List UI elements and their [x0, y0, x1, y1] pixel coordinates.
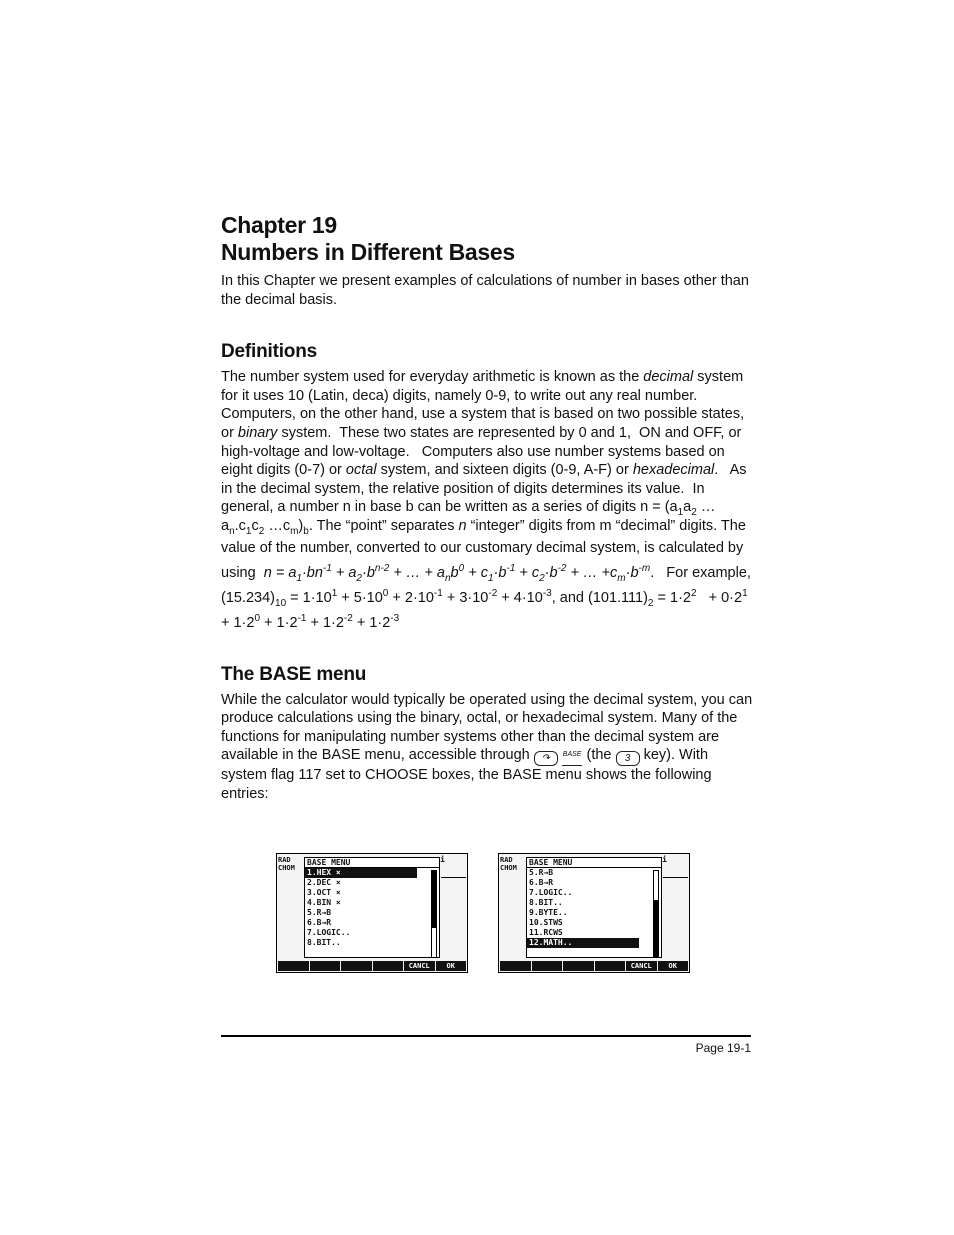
menu-item-logic[interactable]: 7.LOGIC.. — [307, 928, 351, 937]
menu-item-stws[interactable]: 10.STWS — [529, 918, 563, 927]
choose-box — [304, 857, 440, 958]
cancel-softkey[interactable]: CANCL — [404, 961, 435, 971]
menu-item-b-to-r[interactable]: 6.B→R — [529, 878, 554, 887]
menu-item-dec[interactable]: 2.DEC × — [307, 878, 341, 887]
menu-item-logic[interactable]: 7.LOGIC.. — [529, 888, 573, 897]
softkey-bar — [500, 961, 688, 971]
page-content — [221, 212, 753, 804]
scrollbar[interactable] — [431, 870, 437, 958]
definitions-heading: Definitions — [221, 341, 317, 363]
annunciators: RAD CHOM — [500, 856, 517, 872]
softkey-4[interactable] — [373, 961, 404, 971]
menu-item-b-to-r[interactable]: 6.B→R — [307, 918, 332, 927]
calculator-screens — [276, 853, 696, 973]
softkey-2[interactable] — [532, 961, 563, 971]
calculator-screen-1 — [276, 853, 468, 973]
softkey-1[interactable] — [278, 961, 309, 971]
softkey-4[interactable] — [595, 961, 626, 971]
softkey-2[interactable] — [310, 961, 341, 971]
menu-item-oct[interactable]: 3.OCT × — [307, 888, 341, 897]
chapter-number: Chapter 19 — [221, 212, 337, 238]
annunciators: RAD CHOM — [278, 856, 295, 872]
menu-item-byte[interactable]: 9.BYTE.. — [529, 908, 568, 917]
base-menu-heading: The BASE menu — [221, 663, 367, 685]
ok-softkey[interactable]: OK — [436, 961, 467, 971]
page-number: Page 19-1 — [695, 1041, 751, 1055]
footer-rule — [221, 1035, 751, 1037]
menu-item-rcws[interactable]: 11.RCWS — [529, 928, 563, 937]
softkey-1[interactable] — [500, 961, 531, 971]
scroll-thumb[interactable] — [654, 900, 658, 957]
cancel-softkey[interactable]: CANCL — [626, 961, 657, 971]
softkey-bar — [278, 961, 466, 971]
menu-item-r-to-b[interactable]: 5.R→B — [529, 868, 554, 877]
softkey-3[interactable] — [563, 961, 594, 971]
info-icon: i — [440, 855, 445, 864]
menu-item-math[interactable]: 12.MATH.. — [527, 938, 639, 948]
scroll-thumb[interactable] — [432, 871, 436, 928]
choose-box-title: BASE MENU — [527, 858, 661, 868]
definitions-paragraph: The number system used for everyday arithmetic is known as the decimal system for it uses 10 (Latin, deca) digits, namely 0-9, to write out any real number. Computers, on the other hand, use a system that is based on two possible states, or binary system. These two states are represented by 0 and 1, ON and OFF, or high-voltage and low-voltage. Computers also use number systems based on eight digits (0-7) or octal system, and sixteen digits (0-9, A-F) or hexadecimal. As in the decimal system, the relative position of digits determines its value. In general, a number n in base b can be written as a series of digits $n = (a_1a_2$ $\dots a_n.c_1c_2$ $\dots c_m)_b$. The “point” separates n “integer” digits from m “decimal” digits. The value of the number, converted to our customary decimal system, is calculated by using $n = a_1\cdot bn^{-1} + a_2\cdot b^{n-2}$ + … + $a_nb^0 + c_1\cdot b^{-1} + c_2\cdot b^{-2}$ + … $+c_m\cdot b^{-m}$. For example, $(15.234)_{10} = 1\cdot 10^1 + 5\cdot 10^0 + 2\cdot 10^{-1} + 3\cdot 10^{-2} + 4\cdot 10^{-3}$, and $(101.111)_2 = 1\cdot 2^2 + 0\cdot 2^1 + 1\cdot 2^0 + 1\cdot 2^{-1} + 1\cdot 2^{-2} + 1\cdot 2^{-3}$ — [221, 369, 751, 631]
base-menu-paragraph: While the calculator would typically be operated using the decimal system, you can produce calculations using the binary, octal, or hexadecimal system. Many of the functions for manipulating number systems other than the decimal system are available in the BASE menu, accessible through ↷ BASE (the 3 key). With system flag 117 set to CHOOSE boxes, the BASE menu shows the following entries: — [221, 691, 753, 802]
key-3-icon: 3 — [616, 751, 640, 766]
chapter-intro: In this Chapter we present examples of calculations of number in bases other than the decimal basis. — [221, 273, 749, 308]
choose-box — [526, 857, 662, 958]
choose-box-title: BASE MENU — [305, 858, 439, 868]
chapter-name: Numbers in Different Bases — [221, 239, 515, 265]
menu-item-hex[interactable]: 1.HEX × — [305, 868, 417, 878]
calculator-screen-2 — [498, 853, 690, 973]
menu-item-bin[interactable]: 4.BIN × — [307, 898, 341, 907]
menu-item-r-to-b[interactable]: 5.R→B — [307, 908, 332, 917]
info-icon: i — [662, 855, 667, 864]
menu-item-bit[interactable]: 8.BIT.. — [307, 938, 341, 947]
softkey-3[interactable] — [341, 961, 372, 971]
menu-item-bit[interactable]: 8.BIT.. — [529, 898, 563, 907]
scrollbar[interactable] — [653, 870, 659, 958]
ok-softkey[interactable]: OK — [658, 961, 689, 971]
right-shift-key-icon: ↷ — [534, 751, 558, 766]
chapter-title — [221, 212, 753, 266]
base-softkey-icon: BASE — [562, 746, 583, 766]
